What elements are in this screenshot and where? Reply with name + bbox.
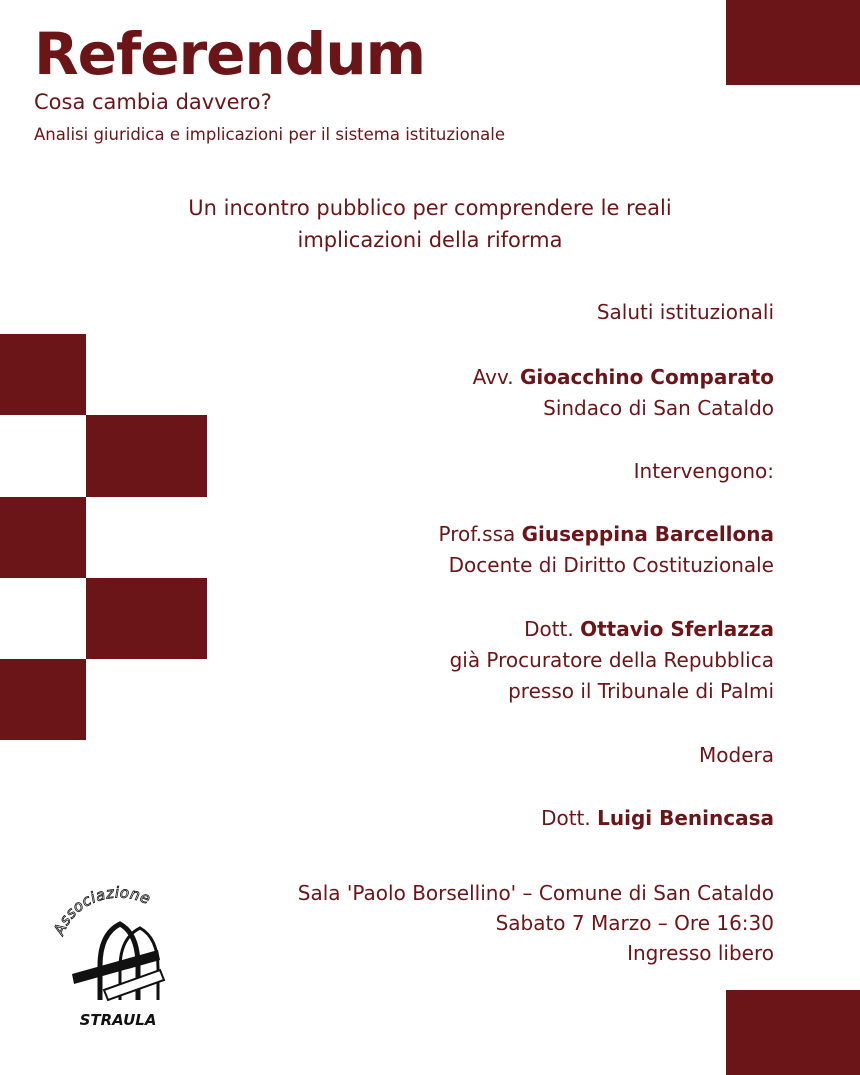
checker-block-1 bbox=[0, 334, 86, 415]
speaker-3-name: Ottavio Sferlazza bbox=[580, 617, 774, 641]
moderator-title: Dott. bbox=[541, 806, 591, 830]
moderator-name: Luigi Benincasa bbox=[597, 806, 774, 830]
venue-entry: Ingresso libero bbox=[627, 941, 774, 965]
speaker-3 bbox=[524, 614, 774, 645]
tagline-line-2: implicazioni della riforma bbox=[297, 228, 563, 252]
venue-place: Sala 'Paolo Borsellino' – Comune di San Cataldo bbox=[297, 881, 774, 905]
analysis-line: Analisi giuridica e implicazioni per il sistema istituzionale bbox=[34, 125, 506, 144]
checker-block-2 bbox=[86, 415, 207, 497]
tagline-line-1: Un incontro pubblico per comprendere le reali bbox=[188, 196, 672, 220]
speaker-1-name: Gioacchino Comparato bbox=[520, 365, 774, 389]
speaker-1 bbox=[473, 362, 774, 393]
speaker-2-title: Prof.ssa bbox=[438, 522, 516, 546]
interventions-label: Intervengono: bbox=[633, 459, 774, 483]
subtitle: Cosa cambia davvero? bbox=[34, 90, 272, 114]
association-logo bbox=[48, 882, 188, 1037]
speaker-2-name: Giuseppina Barcellona bbox=[521, 522, 774, 546]
checker-block-4 bbox=[86, 578, 207, 659]
speaker-3-title: Dott. bbox=[524, 617, 574, 641]
page-title: Referendum bbox=[34, 20, 426, 88]
corner-block-bottom-right bbox=[726, 990, 860, 1075]
speaker-2 bbox=[438, 519, 774, 550]
moderator bbox=[541, 803, 774, 834]
speaker-2-role: Docente di Diritto Costituzionale bbox=[448, 553, 774, 577]
speaker-3-role-line-2: presso il Tribunale di Palmi bbox=[508, 679, 774, 703]
checker-block-3 bbox=[0, 497, 86, 578]
speaker-1-title: Avv. bbox=[472, 365, 514, 389]
svg-text:Associazione: Associazione bbox=[49, 883, 154, 938]
greetings-label: Saluti istituzionali bbox=[596, 300, 774, 324]
corner-block-top-right bbox=[726, 0, 860, 85]
speaker-1-role: Sindaco di San Cataldo bbox=[543, 396, 774, 420]
checker-block-5 bbox=[0, 659, 86, 740]
moderates-label: Modera bbox=[699, 743, 774, 767]
svg-text:STRAULA: STRAULA bbox=[79, 1011, 157, 1029]
tagline bbox=[0, 192, 860, 256]
venue-datetime: Sabato 7 Marzo – Ore 16:30 bbox=[495, 911, 774, 935]
speaker-3-role-line-1: già Procuratore della Repubblica bbox=[449, 648, 774, 672]
